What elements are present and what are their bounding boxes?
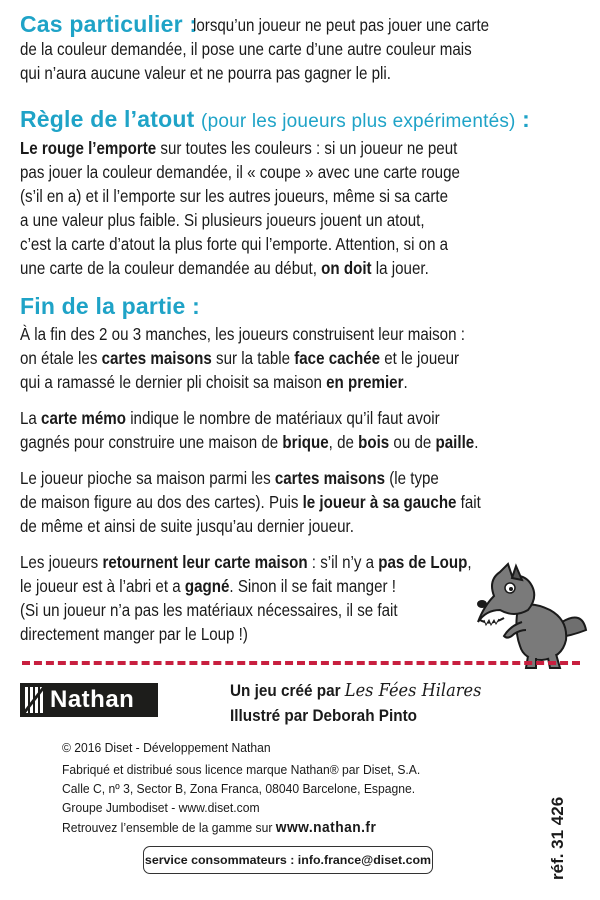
section-title-cas-particulier: Cas particulier : — [20, 11, 198, 37]
fin-p1-line3: qui a ramassé le dernier pli choisit sa maison en premier. — [20, 372, 408, 392]
licence-line: Fabriqué et distribué sous licence marque Nathan® par Diset, S.A. — [62, 762, 421, 777]
cas-line1: lorsqu’un joueur ne peut pas jouer une carte — [193, 15, 490, 35]
game-credit: Un jeu créé par Les Fées Hilares — [230, 680, 482, 701]
section-title-atout: Règle de l’atout (pour les joueurs plus expérimentés) : — [20, 106, 531, 132]
fin-p1-line1: À la fin des 2 ou 3 manches, les joueurs construisent leur maison : — [20, 324, 465, 344]
fin-p3-line1: Le joueur pioche sa maison parmi les cartes maisons (le type — [20, 468, 439, 488]
fin-p4-line4: directement manger par le Loup !) — [20, 624, 248, 644]
fin-p4-line1: Les joueurs retournent leur carte maison : s’il n’y a pas de Loup, — [20, 552, 472, 572]
nathan-logo-mark-icon — [20, 683, 46, 717]
fin-p1-line2: on étale les cartes maisons sur la table face cachée et le joueur — [20, 348, 460, 368]
nathan-url-link[interactable]: www.nathan.fr — [275, 819, 377, 836]
nathan-logo — [20, 683, 158, 717]
atout-line5: c’est la carte d’atout la plus forte qui l’emporte. Attention, si on a — [20, 234, 449, 254]
atout-line1: Le rouge l’emporte sur toutes les couleurs : si un joueur ne peut — [20, 138, 458, 158]
atout-line2: pas jouer la couleur demandée, il « coupe » avec une carte rouge — [20, 162, 460, 182]
atout-line4: a une valeur plus faible. Si plusieurs joueurs jouent un atout, — [20, 210, 425, 230]
fin-p3-line3: de même et ainsi de suite jusqu’au dernier joueur. — [20, 516, 354, 536]
atout-line3: (s’il en a) et il l’emporte sur les autres joueurs, même si sa carte — [20, 186, 449, 206]
service-consommateurs-box: service consommateurs : info.france@diset.com — [143, 846, 433, 874]
copyright-line: © 2016 Diset - Développement Nathan — [62, 740, 271, 755]
credit-author: Les Fées Hilares — [344, 680, 482, 701]
group-line: Groupe Jumbodiset - www.diset.com — [62, 800, 260, 815]
range-line: Retrouvez l’ensemble de la gamme sur www.nathan.fr — [62, 819, 377, 836]
address-line: Calle C, nº 3, Sector B, Zona Franca, 08040 Barcelone, Espagne. — [62, 781, 416, 796]
reference-number: réf. 31 426 — [548, 796, 567, 880]
fin-p4-line2: le joueur est à l’abri et a gagné. Sinon il se fait manger ! — [20, 576, 396, 596]
cas-line3: qui n’aura aucune valeur et ne pourra pas gagner le pli. — [20, 63, 391, 83]
section-subtitle: (pour les joueurs plus expérimentés) — [201, 111, 516, 132]
wolf-illustration — [470, 560, 590, 675]
fin-p2-line1: La carte mémo indique le nombre de matériaux qu’il faut avoir — [20, 408, 440, 428]
nathan-logo-text: Nathan — [50, 686, 135, 713]
fin-p3-line2: de maison figure au dos des cartes). Puis le joueur à sa gauche fait — [20, 492, 481, 512]
dashed-divider — [22, 661, 580, 665]
fin-p2-line2: gagnés pour construire une maison de brique, de bois ou de paille. — [20, 432, 479, 452]
illustrator-credit: Illustré par Deborah Pinto — [230, 706, 418, 725]
cas-line2: de la couleur demandée, il pose une carte d’une autre couleur mais — [20, 39, 472, 59]
fin-p4-line3: (Si un joueur n’a pas les matériaux nécessaires, il se fait — [20, 600, 398, 620]
atout-line6: une carte de la couleur demandée au début, on doit la jouer. — [20, 258, 429, 278]
section-title-fin-partie: Fin de la partie : — [20, 293, 200, 319]
